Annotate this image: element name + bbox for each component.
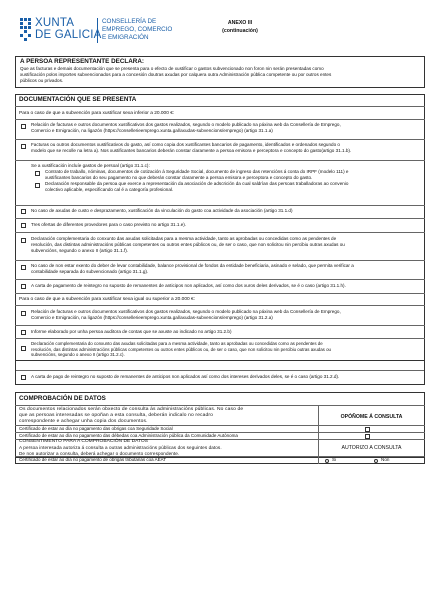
authorize-header: AUTORIZO A CONSULTA — [341, 445, 402, 451]
checkbox[interactable] — [21, 330, 26, 335]
oppose-checkbox[interactable] — [365, 427, 370, 432]
verification-intro: que as persoas interesadas se opoñan a esta consulta, deberán indicalo no recadro — [19, 413, 214, 418]
checkbox[interactable] — [21, 144, 26, 149]
consent-title: CONSENTIMENTO PARA A COMPROBACIÓN DE DATOS — [19, 439, 148, 444]
checkbox[interactable] — [35, 171, 40, 176]
item-text: Relación de facturas e outros documentos xustificativos dos gastos realizados, segundo o modelo publicado na páxina web da Consellería de Emprego, — [31, 122, 341, 127]
declaration-box — [15, 56, 425, 88]
item-text: A carta de pago de reintegro no suposto de remanentes de anticipos non aplicados así como dos intereses derivados deles, se é o caso (artigo 31.2.d). — [31, 374, 340, 379]
item-text: resolución, das distintas administracións públicas competentes ou outros entes públicos ou, de ser o caso, que non solicitou nin percibiu outras axudas ou — [31, 346, 331, 352]
item-text: Comercio e Emigración, na ligazón (https://consellerieemprego.xunta.gal/axudas-subvencions/emprego) (artigo 31.1.a) — [31, 128, 273, 133]
item-text: Declaración complementaria do conxunto das axudas solicitadas para a mesma actividade, tanto as aprobadas ou concedidas como as pendentes de — [31, 341, 323, 346]
annex-subtitle: (continuación) — [222, 28, 258, 34]
item-text: Declaración responsable da persoa que exerce a representación da asociación de adscrición da cual saldrían das persoas traballadoras ao convenio — [45, 181, 349, 186]
no-label: Non — [381, 457, 390, 462]
declaration-line: Que as facturas e demais documentación que se presenta para o efecto de xustificar o gastos subvencionado non foron nin serán presentadas como — [20, 66, 324, 71]
no-radio[interactable] — [374, 459, 378, 463]
item-text: No caso de non estar exento do deber de levar contabilidade, balance provisional de fondos da entidade beneficiaria, asinado e selado, que permita verificar a — [31, 263, 354, 268]
verification-row: Certificado de estar ao día no pagamento das débedas coa Administración pública da Comunidade Autónoma — [19, 433, 238, 438]
checkbox[interactable] — [21, 223, 26, 228]
consent-intro: A persoa interesada autoriza á consulta a outras administracións públicas dos seguintes datos. — [19, 445, 222, 450]
item-text: modelo que se recolle na letra a). Nos xustificantes bancarios deberán constar claramente a persoa emisora e perceptora e concepto do gasto(artigo 31.1.b). — [31, 148, 352, 153]
checkbox[interactable] — [21, 238, 26, 243]
yes-radio[interactable] — [325, 459, 329, 463]
logo-line-2: DE GALICIA — [35, 29, 102, 41]
item-text: No caso de axudas de custo e desprazamento, xustificación da vinculación do gasto coa actividade da asociación (artigo 31.1.d) — [31, 208, 293, 213]
yes-label: Si — [332, 457, 337, 462]
verification-title: COMPROBACIÓN DE DATOS — [19, 395, 106, 402]
divider — [15, 293, 425, 294]
divider — [15, 139, 425, 140]
item-text: Declaración complementaria do conxunto das axudas solicitadas para a mesma actividade, tanto as aprobadas ou concedidas como as pendentes de — [31, 236, 337, 241]
section-b-heading: Para o caso de que a subvención para xustificar sexa igual ou superior a 20.000 €: — [19, 297, 195, 302]
divider — [15, 405, 425, 406]
consent-row: Certificado de estar ao día no pagamento de obrigas tributarias coa AEAT — [19, 457, 167, 462]
oppose-header: OPÓÑOME Á CONSULTA — [340, 414, 403, 420]
divider — [15, 325, 425, 326]
checkbox[interactable] — [21, 265, 26, 270]
item-text: Tres ofertas de diferentes provedores para o caso previsto no artigo 31.1.e). — [31, 222, 187, 227]
personal-intro: Se a xustificación incluíe gastos de persoal (artigo 31.1.c): — [31, 163, 150, 168]
verification-intro: correspondente e achegar unha copia dos documentos. — [19, 419, 148, 424]
dept-line-3: E EMIGRACIÓN — [102, 34, 149, 41]
documentation-box-extension — [15, 361, 425, 385]
declaration-line: públicos ou privados. — [20, 78, 64, 83]
checkbox[interactable] — [21, 375, 26, 380]
declaration-title: A PERSOA REPRESENTANTE DECLARA: — [20, 58, 144, 65]
checkbox[interactable] — [21, 346, 26, 351]
divider — [15, 106, 425, 107]
checkbox[interactable] — [21, 284, 26, 289]
column-divider — [318, 456, 319, 464]
verification-intro: Os documentos relacionados serán obxecto de consulta ás administracións públicas. No caso de — [19, 407, 244, 412]
item-text: A carta de pagamento de reintegro no suposto de remanentes de anticipos non aplicados, así como dos xuros deles derivados, se é o caso (artigo 31.1.h). — [31, 283, 346, 288]
item-text: Relación de facturas e outros documentos xustificativos dos gastos realizados, segundo o modelo publicado na páxina web da Consellería de Emprego, — [31, 309, 341, 314]
checkbox[interactable] — [21, 311, 26, 316]
item-text: subvencións, segundo o anexo II (artigo 31.1.f). — [31, 248, 129, 253]
divider — [15, 160, 425, 161]
divider — [15, 338, 425, 339]
item-text: resolución, das distintas administracións públicas competentes ou outros entes públicos ou, de ser o caso, que non solicitou nin percibiu outras axudas ou — [31, 242, 345, 247]
checkbox[interactable] — [21, 124, 26, 129]
divider — [15, 260, 425, 261]
verification-row: Certificado de estar ao día no pagamento das obrigas coa Seguridade Social — [19, 426, 173, 431]
logo-divider — [97, 18, 98, 43]
item-text: Informe elaborado por unha persoa auditora de contas que se axuste ao indicado no artigo 31.2.b) — [31, 329, 232, 334]
checkbox[interactable] — [35, 183, 40, 188]
divider — [15, 232, 425, 233]
consent-intro: De non autorizar a consulta, deberá achegar o documento correspondente. — [19, 450, 180, 456]
declaration-line: xustificación polos importes subvencionados para a concesión doutras axudas por calquera outra Administración pública competente ou por outros entes — [20, 72, 332, 77]
documentation-title: DOCUMENTACIÓN QUE SE PRESENTA — [19, 96, 137, 103]
xunta-logo-icon — [20, 18, 32, 42]
item-text: contabilidade separada do subvencionado (artigo 31.1.g). — [31, 269, 149, 274]
divider — [15, 279, 425, 280]
item-text: colectivo aplicable, especificando cal é a categoría profesional. — [45, 187, 174, 192]
item-text: Facturas ou outros documentos xustificativos do gasto, así como copia dos xustificantes bancarios de pagamento, identificados e ordenados segundo o — [31, 142, 340, 147]
item-text: Contrato de traballo, nóminas, documentos de cotización á Seguridade Social, documento de ingreso das retencións á conta do IRPF (modelo 111) e — [45, 169, 349, 174]
divider — [15, 205, 425, 206]
item-text: xustificantes bancarios do seu pagamento no que deberán constar claramente a persoa emisora e perceptora e concepto do gasto. — [45, 175, 313, 180]
section-a-heading: Para o caso de que a subvención para xustificar sexa inferior a 20.000 €: — [19, 111, 175, 116]
logo-line-1: XUNTA — [35, 17, 75, 29]
dept-line-2: EMPREGO, COMERCIO — [102, 26, 173, 33]
item-text: subvencións, segundo o anexo II (artigo 31.2.c). — [31, 352, 125, 357]
divider — [15, 305, 425, 306]
divider — [15, 218, 425, 219]
divider — [15, 119, 425, 120]
checkbox[interactable] — [21, 209, 26, 214]
annex-title: ANEXO III — [227, 20, 253, 26]
dept-line-1: CONSELLERÍA DE — [102, 18, 157, 25]
item-text: Comercio e Emigración, na ligazón (https://consellerieemprego.xunta.gal/axudas-subvencions/emprego) (artigo 31.2.a) — [31, 315, 273, 320]
oppose-checkbox[interactable] — [365, 434, 370, 439]
